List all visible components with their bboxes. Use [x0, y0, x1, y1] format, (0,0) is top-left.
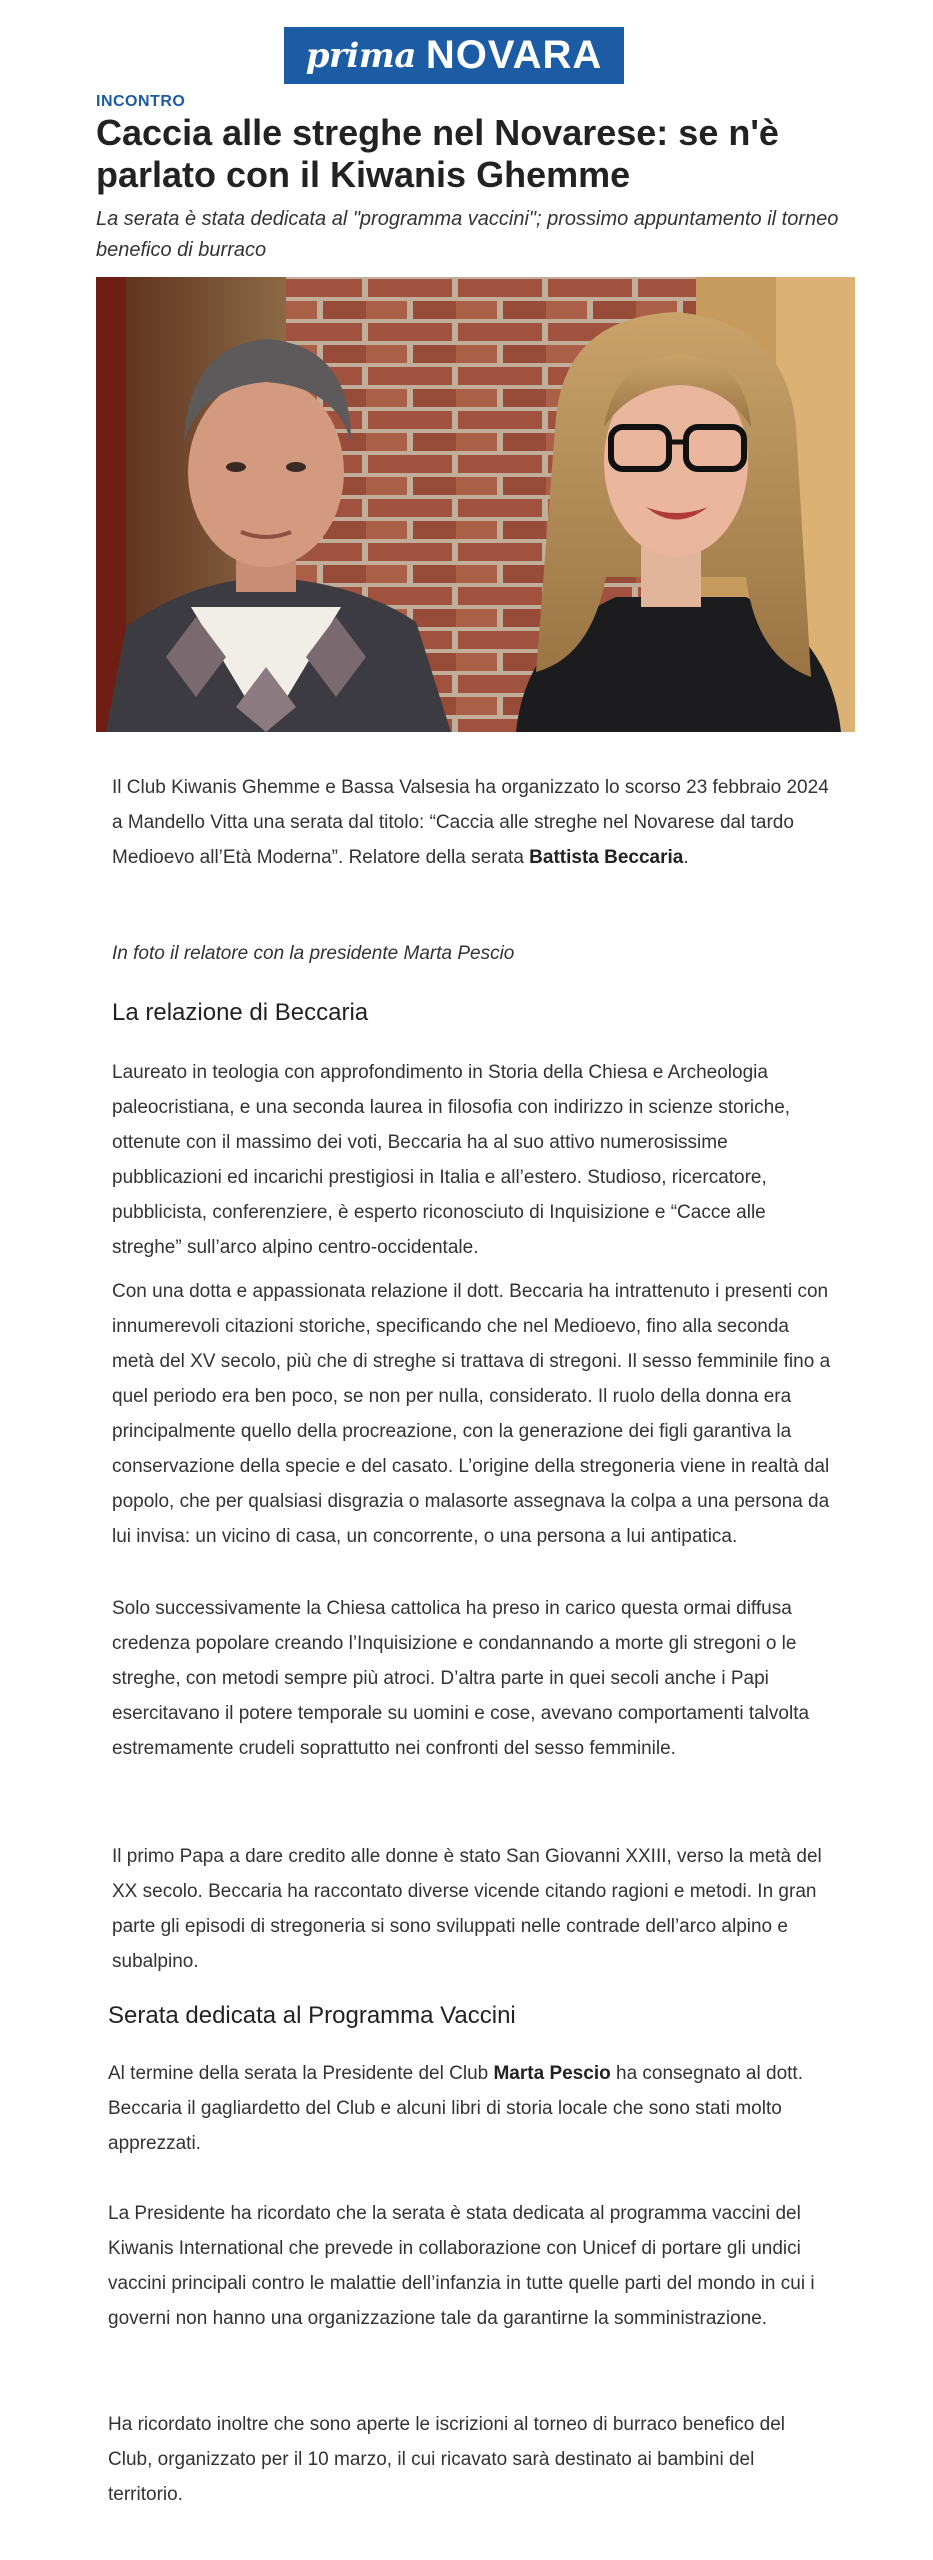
photo-caption: [112, 936, 832, 971]
intro-end: .: [683, 847, 689, 868]
paragraph-1: [112, 1055, 832, 1265]
site-logo[interactable]: [284, 27, 624, 84]
article-photo: [96, 277, 855, 732]
article-intro: [112, 770, 832, 875]
logo-prima-text: prima: [305, 35, 416, 76]
paragraph-text: Il primo Papa a dare credito alle donne è stato San Giovanni XXIII, verso la metà del XX secolo. Beccaria ha raccontato diverse vicende citando ragioni e metodi. In gran parte gli episodi di stregoneria si sono sviluppati nelle contrade dell’arco alpino e subalpino.: [112, 1846, 822, 1972]
speaker-name: Battista Beccaria: [529, 847, 684, 868]
paragraph-7: [108, 2407, 828, 2512]
intro-text: Il Club Kiwanis Ghemme e Bassa Valsesia ha organizzato lo scorso 23 febbraio 2024 a Mandello Vitta una serata dal titolo: “Caccia alle streghe nel Novarese dal tardo Medioevo all’Età Moderna”. Relatore della serata: [112, 777, 829, 868]
paragraph-text: Ha ricordato inoltre che sono aperte le iscrizioni al torneo di burraco benefico del Club, organizzato per il 10 marzo, il cui ricavato sarà destinato ai bambini del territorio.: [108, 2414, 785, 2505]
article-kicker[interactable]: INCONTRO: [96, 93, 186, 110]
caption-text: In foto il relatore con la presidente Marta Pescio: [112, 943, 515, 964]
paragraph-text: Con una dotta e appassionata relazione il dott. Beccaria ha intrattenuto i presenti con innumerevoli citazioni storiche, specificando che nel Medioevo, fino alla seconda metà del XV secolo, più che di streghe si trattava di stregoni. Il sesso femminile fino a quel periodo era ben poco, se non per nulla, considerato. Il ruolo della donna era principalmente quello della procreazione, con la generazione dei figli garantiva la conservazione della specie e del casato. L’origine della stregoneria viene in realtà dal popolo, che per qualsiasi disgrazia o malasorte assegnava la colpa a una persona da lui invisa: un vicino di casa, un concorrente, o una persona a lui antipatica.: [112, 1281, 831, 1547]
paragraph-text: La Presidente ha ricordato che la serata è stata dedicata al programma vaccini del Kiwanis International che prevede in collaborazione con Unicef di portare gli undici vaccini principali contro le malattie dell’infanzia in tutte quelle parti del mondo in cui i governi non hanno una organizzazione tale da garantirne la somministrazione.: [108, 2203, 815, 2329]
article-title: Caccia alle streghe nel Novarese: se n'è parlato con il Kiwanis Ghemme: [96, 112, 779, 195]
section-heading-relazione: [112, 997, 832, 1029]
paragraph-text: Solo successivamente la Chiesa cattolica ha preso in carico questa ormai diffusa credenza popolare creando l’Inquisizione e condannando a morte gli stregoni o le streghe, con metodi sempre più atroci. D’altra parte in quei secoli anche i Papi esercitavano il potere temporale su uomini e cose, avevano comportamenti talvolta estremamente crudeli soprattutto nei confronti del sesso femminile.: [112, 1598, 810, 1759]
president-name: Marta Pescio: [493, 2063, 611, 2084]
logo-novara-text: NOVARA: [425, 33, 603, 77]
article-subtitle: La serata è stata dedicata al "programma vaccini"; prossimo appuntamento il torneo benefico di burraco: [96, 208, 839, 261]
paragraph-end: ha consegnato al dott. Beccaria il gagliardetto del Club e alcuni libri di storia locale che sono stati molto apprezzati.: [108, 2063, 803, 2154]
paragraph-5: [108, 2056, 828, 2161]
paragraph-4: [112, 1839, 832, 1979]
paragraph-2: [112, 1274, 832, 1554]
section-heading-text: La relazione di Beccaria: [112, 999, 369, 1026]
paragraph-3: [112, 1591, 832, 1766]
paragraph-6: [108, 2196, 828, 2336]
section-heading-vaccini: [108, 2000, 828, 2032]
paragraph-start: Al termine della serata la Presidente del Club: [108, 2063, 494, 2084]
paragraph-text: Laureato in teologia con approfondimento in Storia della Chiesa e Archeologia paleocristiana, e una seconda laurea in filosofia con indirizzo in scienze storiche, ottenute con il massimo dei voti, Beccaria ha al suo attivo numerosissime pubblicazioni ed incarichi prestigiosi in Italia e all’estero. Studioso, ricercatore, pubblicista, conferenziere, è esperto riconosciuto di Inquisizione e “Cacce alle streghe” sull’arco alpino centro-occidentale.: [112, 1062, 791, 1258]
section-heading-text: Serata dedicata al Programma Vaccini: [108, 2002, 516, 2029]
